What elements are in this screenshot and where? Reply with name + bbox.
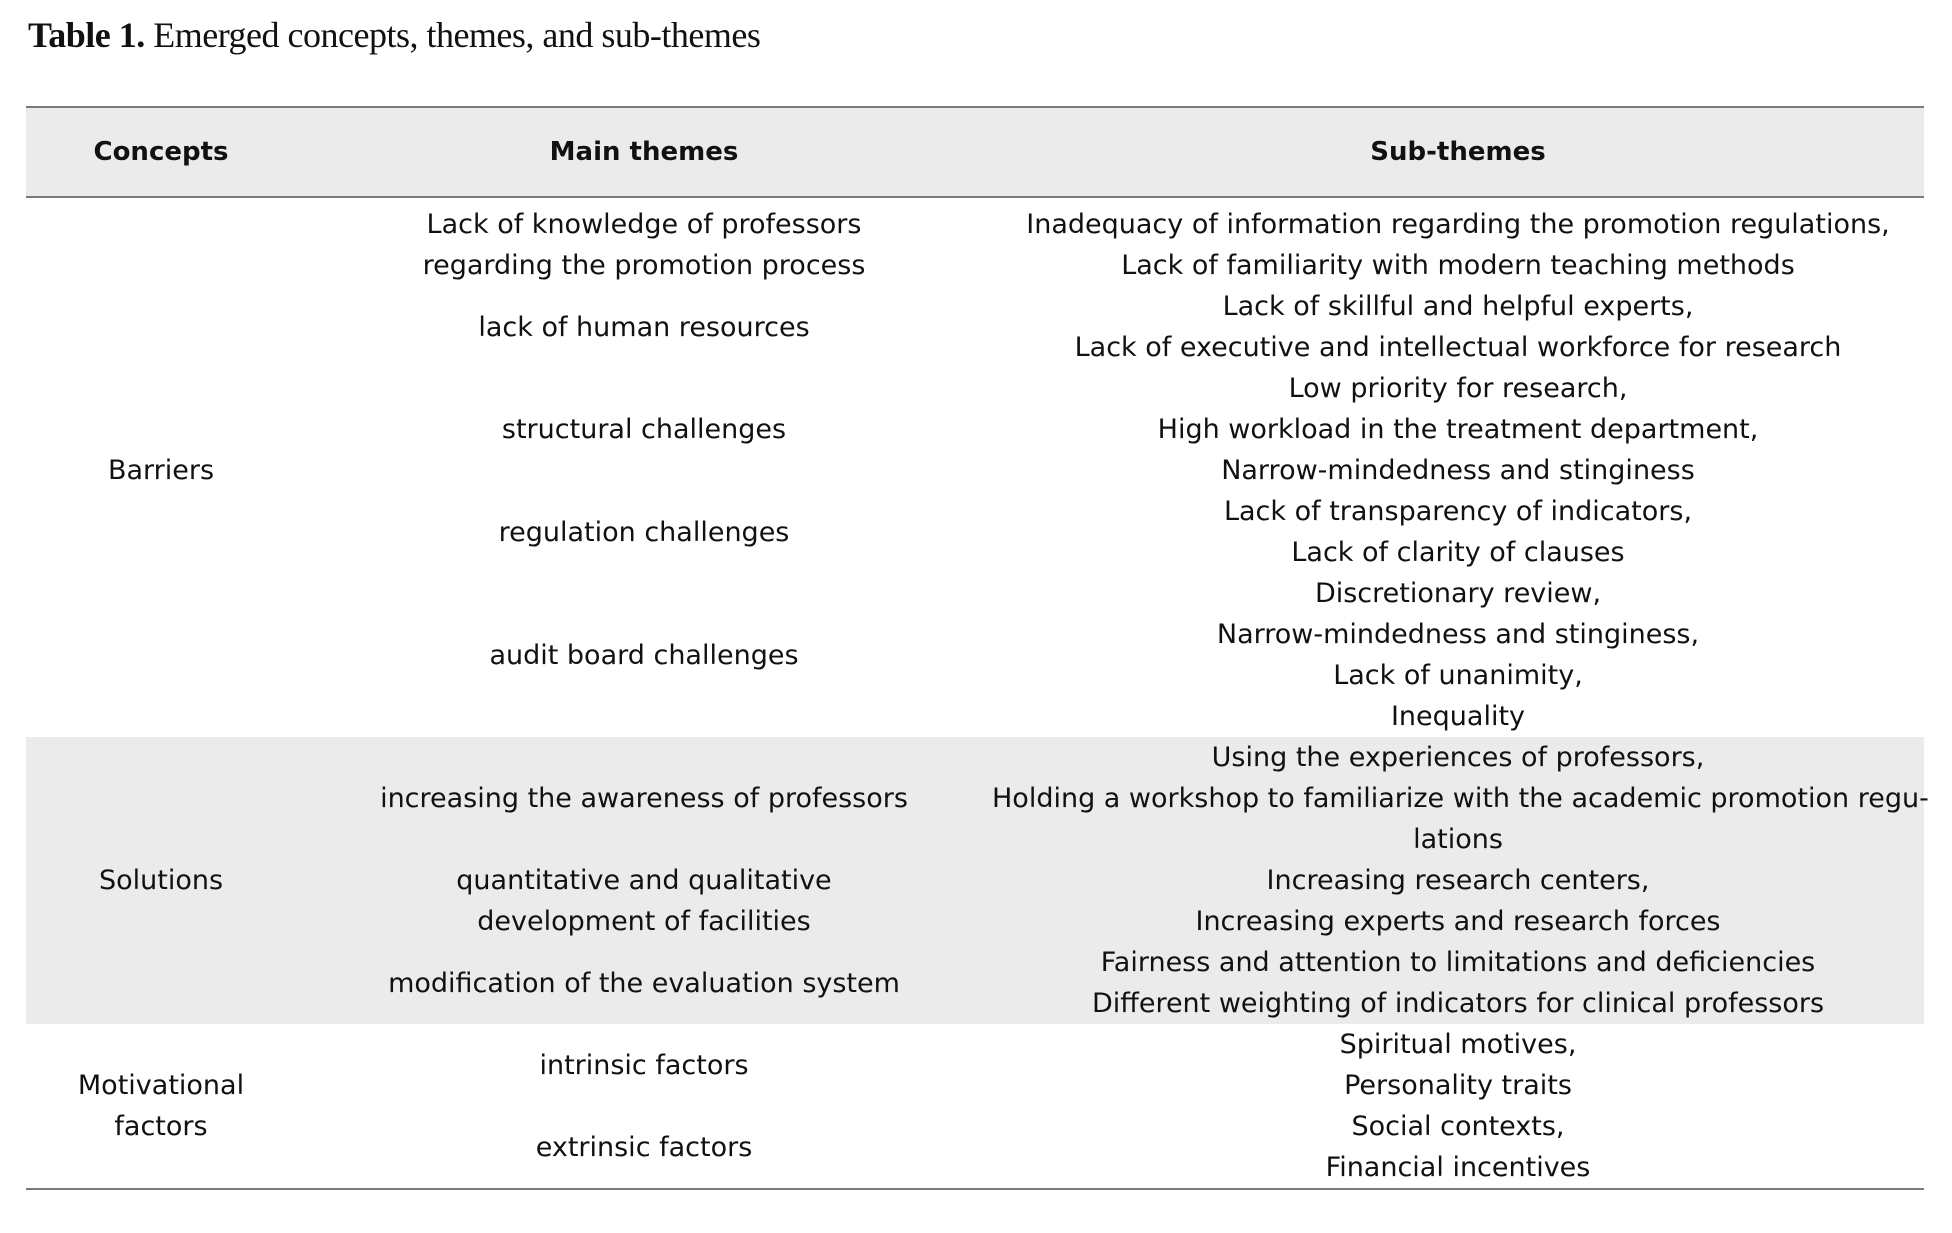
sub-theme-line: Lack of unanimity, xyxy=(1333,660,1583,691)
table-row xyxy=(26,286,1924,368)
caption-label: Table 1. xyxy=(28,15,145,55)
main-theme-cell xyxy=(296,942,992,1024)
sub-theme-line: Narrow-mindedness and stinginess xyxy=(1221,455,1695,486)
sub-theme-line: Increasing research centers, xyxy=(1266,865,1650,896)
sub-theme-line: Spiritual motives, xyxy=(1339,1029,1577,1060)
sub-theme-line: Lack of familiarity with modern teaching methods xyxy=(1121,250,1795,281)
sub-theme-line: Increasing experts and research forces xyxy=(1195,906,1721,937)
table-row xyxy=(26,942,1924,1024)
table-caption xyxy=(28,14,760,56)
main-theme-cell xyxy=(296,197,992,286)
sub-themes-cell xyxy=(992,942,1924,1024)
sub-theme-line: Low priority for research, xyxy=(1288,373,1628,404)
main-theme-line: lack of human resources xyxy=(478,311,810,343)
header-main-themes: Main themes xyxy=(296,107,992,197)
table-row xyxy=(26,368,1924,491)
main-theme-cell xyxy=(296,737,992,860)
main-theme-line: development of facilities xyxy=(477,906,811,937)
caption-text: Emerged concepts, themes, and sub-themes xyxy=(153,15,761,55)
main-theme-line: Lack of knowledge of professors xyxy=(426,209,862,240)
main-theme-line: regulation challenges xyxy=(498,516,790,548)
sub-theme-line: Lack of transparency of indicators, xyxy=(1223,496,1693,527)
concept-cell-solutions xyxy=(26,737,296,1024)
sub-theme-line: Inadequacy of information regarding the promotion regulations, xyxy=(1026,209,1890,240)
sub-theme-line: Narrow-mindedness and stinginess, xyxy=(1216,619,1700,650)
sub-theme-line: Different weighting of indicators for clinical professors xyxy=(1091,988,1825,1019)
table-row xyxy=(26,197,1924,286)
header-sub-themes: Sub-themes xyxy=(992,107,1924,197)
main-theme-line: quantitative and qualitative xyxy=(456,865,832,896)
sub-themes-cell xyxy=(992,197,1924,286)
sub-themes-cell xyxy=(992,573,1924,737)
sub-themes-cell xyxy=(992,286,1924,368)
main-theme-cell xyxy=(296,286,992,368)
concept-cell-barriers xyxy=(26,197,296,737)
sub-themes-cell xyxy=(992,860,1924,942)
sub-theme-line: Lack of executive and intellectual workforce for research xyxy=(1074,332,1842,363)
main-theme-cell xyxy=(296,1106,992,1189)
concept-line: Solutions xyxy=(98,865,224,896)
themes-table xyxy=(26,106,1929,1190)
main-theme-cell xyxy=(296,573,992,737)
table-body xyxy=(26,197,1929,1189)
sub-theme-line: Fairness and attention to limitations and deficiencies xyxy=(1100,947,1816,978)
main-theme-cell xyxy=(296,368,992,491)
table-row xyxy=(26,1024,1924,1106)
main-theme-line: modification of the evaluation system xyxy=(388,967,900,999)
sub-theme-line: Lack of skillful and helpful experts, xyxy=(1222,291,1694,322)
sub-themes-cell xyxy=(992,1106,1924,1189)
main-theme-line: extrinsic factors xyxy=(535,1131,753,1163)
table-header-row xyxy=(26,107,1924,197)
sub-theme-line: Discretionary review, xyxy=(1314,578,1602,609)
sub-theme-line: Using the experiences of professors, xyxy=(1211,742,1705,773)
sub-theme-line: Social contexts, xyxy=(1351,1111,1565,1142)
table-row xyxy=(26,573,1924,737)
main-theme-line: regarding the promotion process xyxy=(422,250,866,281)
concept-line: factors xyxy=(114,1111,208,1142)
sub-theme-line: Inequality xyxy=(1390,701,1526,732)
concept-line: Motivational xyxy=(77,1070,245,1101)
main-theme-cell xyxy=(296,1024,992,1106)
main-theme-line: structural challenges xyxy=(501,414,787,445)
sub-themes-cell xyxy=(992,737,1929,860)
main-theme-line: audit board challenges xyxy=(489,639,799,671)
concept-cell-motivational-factors xyxy=(26,1024,296,1189)
main-theme-cell xyxy=(296,860,992,942)
sub-theme-line: Lack of clarity of clauses xyxy=(1291,537,1625,568)
main-theme-line: increasing the awareness of professors xyxy=(380,783,908,814)
table-row xyxy=(26,491,1924,573)
header-concepts: Concepts xyxy=(26,107,296,197)
table-row xyxy=(26,1106,1924,1189)
main-theme-cell xyxy=(296,491,992,573)
sub-themes-cell xyxy=(992,368,1924,491)
sub-themes-cell xyxy=(992,491,1924,573)
sub-theme-line: Personality traits xyxy=(1344,1070,1572,1101)
sub-theme-line: lations xyxy=(1413,824,1503,855)
main-theme-line: intrinsic factors xyxy=(539,1049,749,1081)
sub-themes-cell xyxy=(992,1024,1924,1106)
table-row xyxy=(26,860,1924,942)
sub-theme-line: Holding a workshop to familiarize with the academic promotion regu- xyxy=(992,783,1929,814)
sub-theme-line: Financial incentives xyxy=(1325,1152,1591,1183)
sub-theme-line: High workload in the treatment department, xyxy=(1157,414,1759,445)
concept-line: Barriers xyxy=(107,455,215,486)
table-row xyxy=(26,737,1924,860)
